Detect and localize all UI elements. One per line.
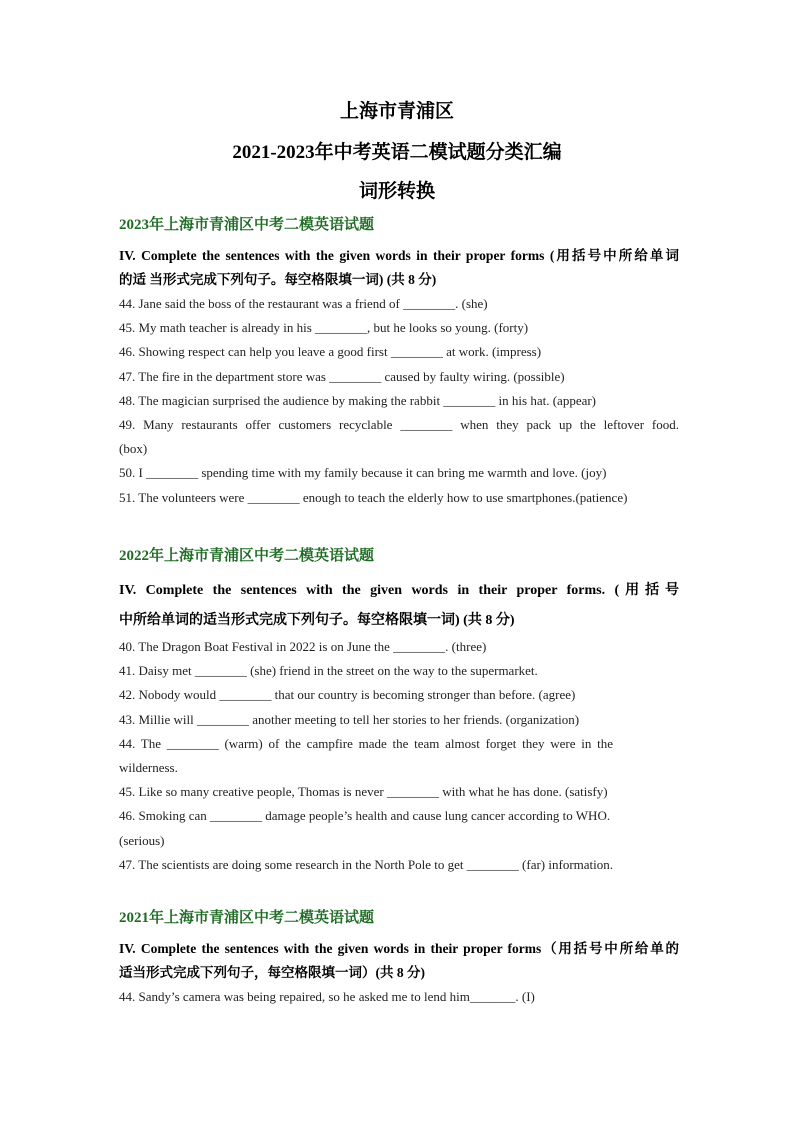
question-item: 43. Millie will ________ another meeting to tell her stories to her friends. (organization) [119,711,580,727]
question-item: 48. The magician surprised the audience by making the rabbit ________ in his hat. (appear) [119,392,597,408]
question-item-continued: (serious) [119,832,165,848]
doc-title-series: 2021-2023年中考英语二模试题分类汇编 [232,142,562,163]
question-item: 47. The scientists are doing some research in the North Pole to get ________ (far) information. [119,856,613,872]
question-item: 46. Smoking can ________ damage people’s health and cause lung cancer according to WHO. [119,808,611,824]
section-instructions [119,575,679,635]
question-item: 47. The fire in the department store was ________ caused by faulty wiring. (possible) [119,368,565,384]
question-item: 49. Many restaurants offer customers recyclable ________ when they pack up the leftover food. [119,416,679,432]
question-item: 44. Jane said the boss of the restaurant was a friend of ________. (she) [119,296,488,311]
doc-title-topic: 词形转换 [358,181,435,202]
section-heading: 2022年上海市青浦区中考二模英语试题 [119,548,375,564]
question-item-continued: wilderness. [119,759,178,775]
section-2021 [119,907,679,1009]
instruction-line: IV. Complete the sentences with the given words in their proper forms. (用括号 [119,583,679,598]
section-2022 [119,545,679,877]
instruction-line: 中所给单词的适当形式完成下列句子。每空格限填一词) (共 8 分) [119,613,515,628]
question-item: 41. Daisy met ________ (she) friend in the street on the way to the supermarket. [119,663,538,679]
question-item: 45. Like so many creative people, Thomas is never ________ with what he has done. (satisfy) [119,784,608,800]
section-heading: 2023年上海市青浦区中考二模英语试题 [119,217,375,233]
question-item: 44. The ________ (warm) of the campfire made the team almost forget they were in the [119,735,613,751]
section-instructions [119,937,679,985]
question-item: 50. I ________ spending time with my family because it can bring me warmth and love. (joy) [119,465,607,481]
question-item: 45. My math teacher is already in his ________, but he looks so young. (forty) [119,320,529,336]
section-instructions [119,244,679,292]
question-item: 46. Showing respect can help you leave a good first ________ at work. (impress) [119,344,542,360]
section-heading: 2021年上海市青浦区中考二模英语试题 [119,910,375,926]
question-item-continued: (box) [119,441,148,457]
question-item: 40. The Dragon Boat Festival in 2022 is on June the ________. (three) [119,639,487,654]
section-2023 [119,214,679,510]
instruction-line: 适当形式完成下列句子，每空格限填一词）(共 8 分) [119,965,425,980]
question-item: 44. Sandy’s camera was being repaired, so he asked me to lend him_______. (I) [119,989,535,1004]
instruction-line: IV. Complete the sentences with the given words in their proper forms（用括号中所给单的 [119,941,679,956]
instruction-line: IV. Complete the sentences with the given words in their proper forms (用括号中所给单词 [119,248,679,263]
instruction-line: 的适 当形式完成下列句子。每空格限填一词) (共 8 分) [119,272,437,287]
question-item: 42. Nobody would ________ that our country is becoming stronger than before. (agree) [119,687,576,703]
question-item: 51. The volunteers were ________ enough to teach the elderly how to use smartphones.(patience) [119,489,628,505]
doc-title-district: 上海市青浦区 [339,101,454,122]
